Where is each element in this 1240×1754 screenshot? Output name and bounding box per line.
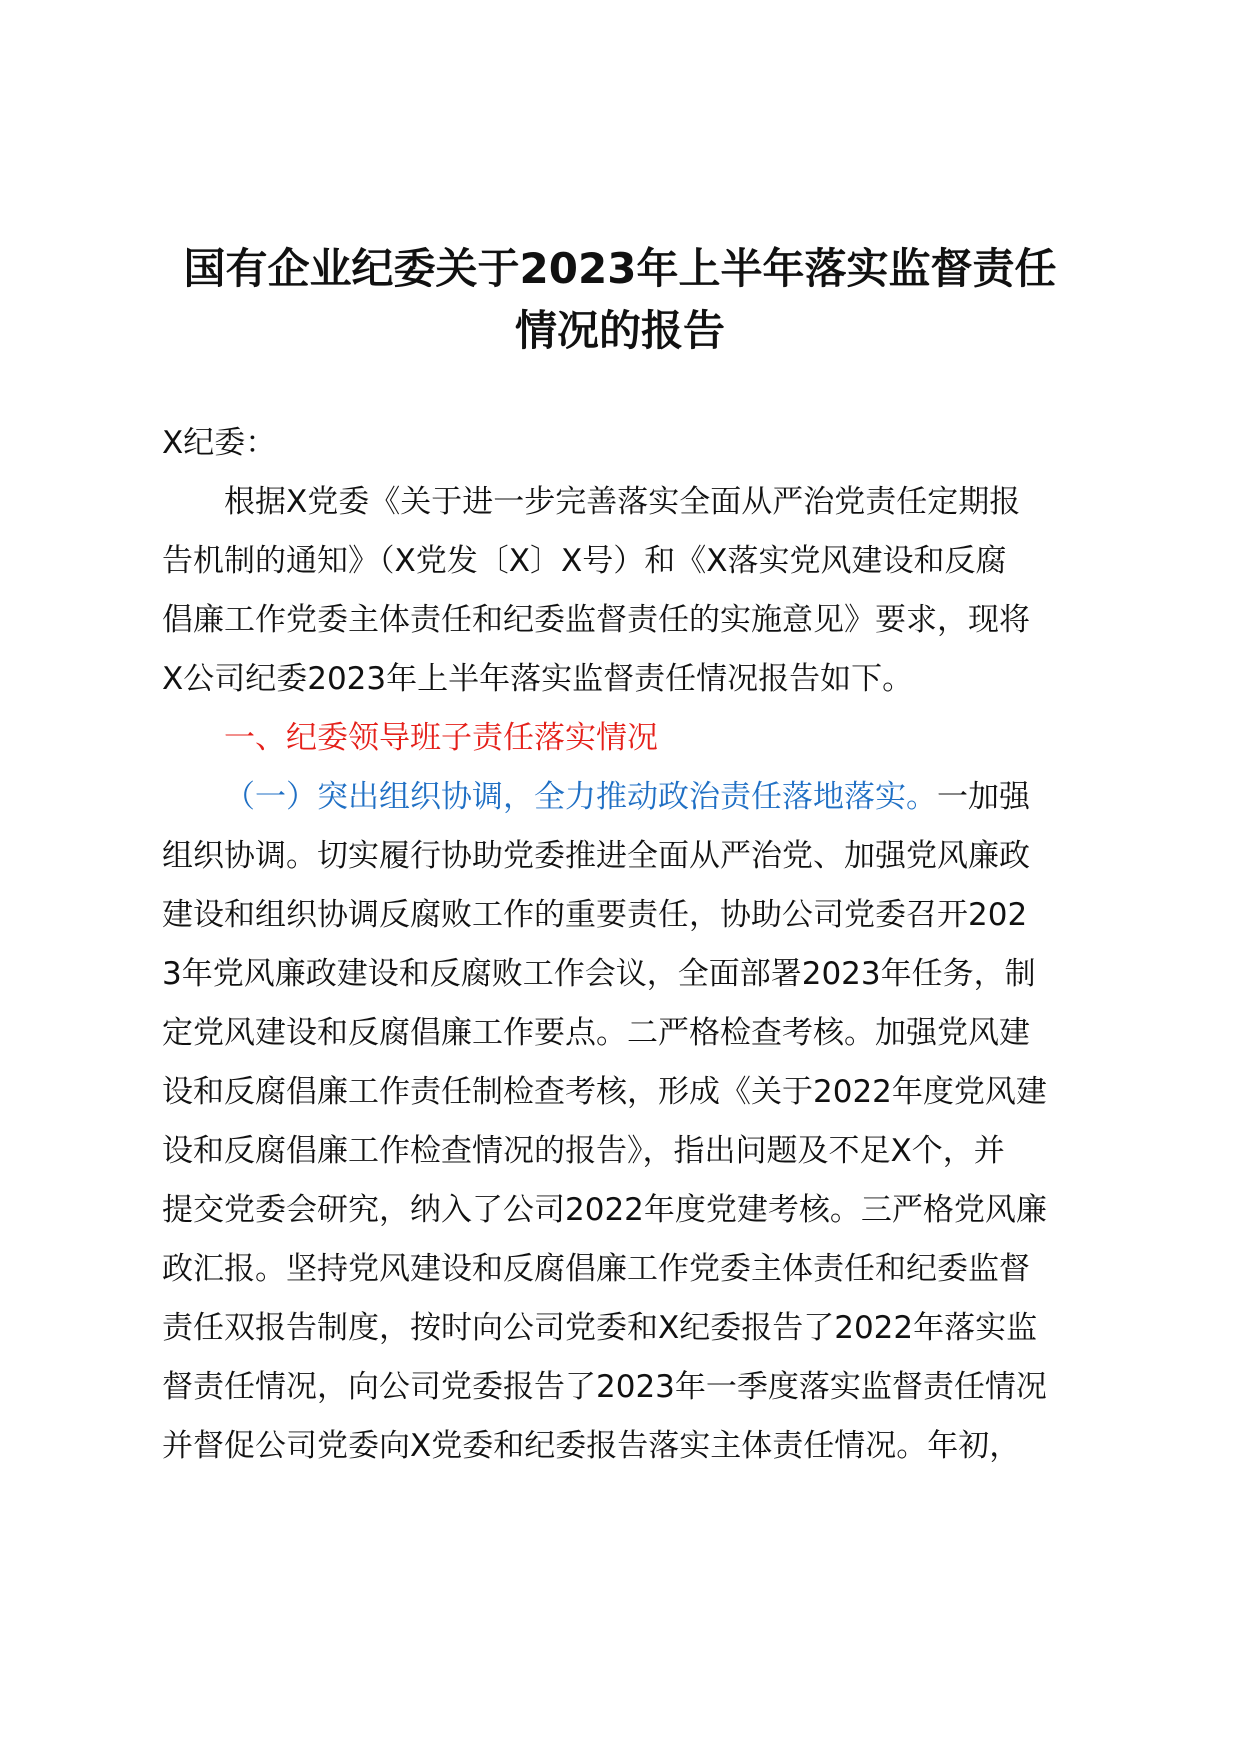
body-line-10: 督责任情况，向公司党委报告了2023年一季度落实监督责任情况 (162, 1369, 1047, 1405)
title-line-2: 情况的报告 (514, 306, 725, 355)
intro-line-2: 告机制的通知》（X党发〔X〕X号）和《X落实党风建设和反腐 (162, 543, 1007, 579)
section-heading-1: 一、纪委领导班子责任落实情况 (224, 720, 658, 756)
salutation: X纪委： (162, 425, 277, 461)
title-line-1: 国有企业纪委关于2023年上半年落实监督责任 (183, 244, 1057, 293)
body-line-1: 组织协调。切实履行协助党委推进全面从严治党、加强党风廉政 (162, 838, 1030, 874)
body-line-9: 责任双报告制度，按时向公司党委和X纪委报告了2022年落实监 (162, 1310, 1038, 1346)
body-line-7: 提交党委会研究，纳入了公司2022年度党建考核。三严格党风廉 (162, 1192, 1047, 1228)
subsection-heading-1: （一）突出组织协调，全力推动政治责任落地落实。 (224, 779, 937, 815)
body-line-3: 3年党风廉政建设和反腐败工作会议，全面部署2023年任务，制 (162, 956, 1036, 992)
body-line-8: 政汇报。坚持党风建设和反腐倡廉工作党委主体责任和纪委监督 (162, 1251, 1030, 1287)
intro-line-4: X公司纪委2023年上半年落实监督责任情况报告如下。 (162, 661, 914, 697)
intro-line-3: 倡廉工作党委主体责任和纪委监督责任的实施意见》要求，现将 (162, 602, 1030, 638)
body-line-4: 定党风建设和反腐倡廉工作要点。二严格检查考核。加强党风建 (162, 1015, 1030, 1051)
body-line-6: 设和反腐倡廉工作检查情况的报告》，指出问题及不足X个，并 (162, 1133, 1005, 1169)
document-body (162, 414, 1122, 1476)
body-line-2: 建设和组织协调反腐败工作的重要责任，协助公司党委召开202 (162, 897, 1028, 933)
subsection-first-line-rest: 一加强 (937, 779, 1030, 815)
subsection-first-line (162, 768, 1122, 827)
document-title (150, 238, 1090, 362)
body-line-11: 并督促公司党委向X党委和纪委报告落实主体责任情况。年初， (162, 1428, 1021, 1464)
body-line-5: 设和反腐倡廉工作责任制检查考核，形成《关于2022年度党风建 (162, 1074, 1047, 1110)
intro-line-1: 根据X党委《关于进一步完善落实全面从严治党责任定期报 (224, 484, 1021, 520)
